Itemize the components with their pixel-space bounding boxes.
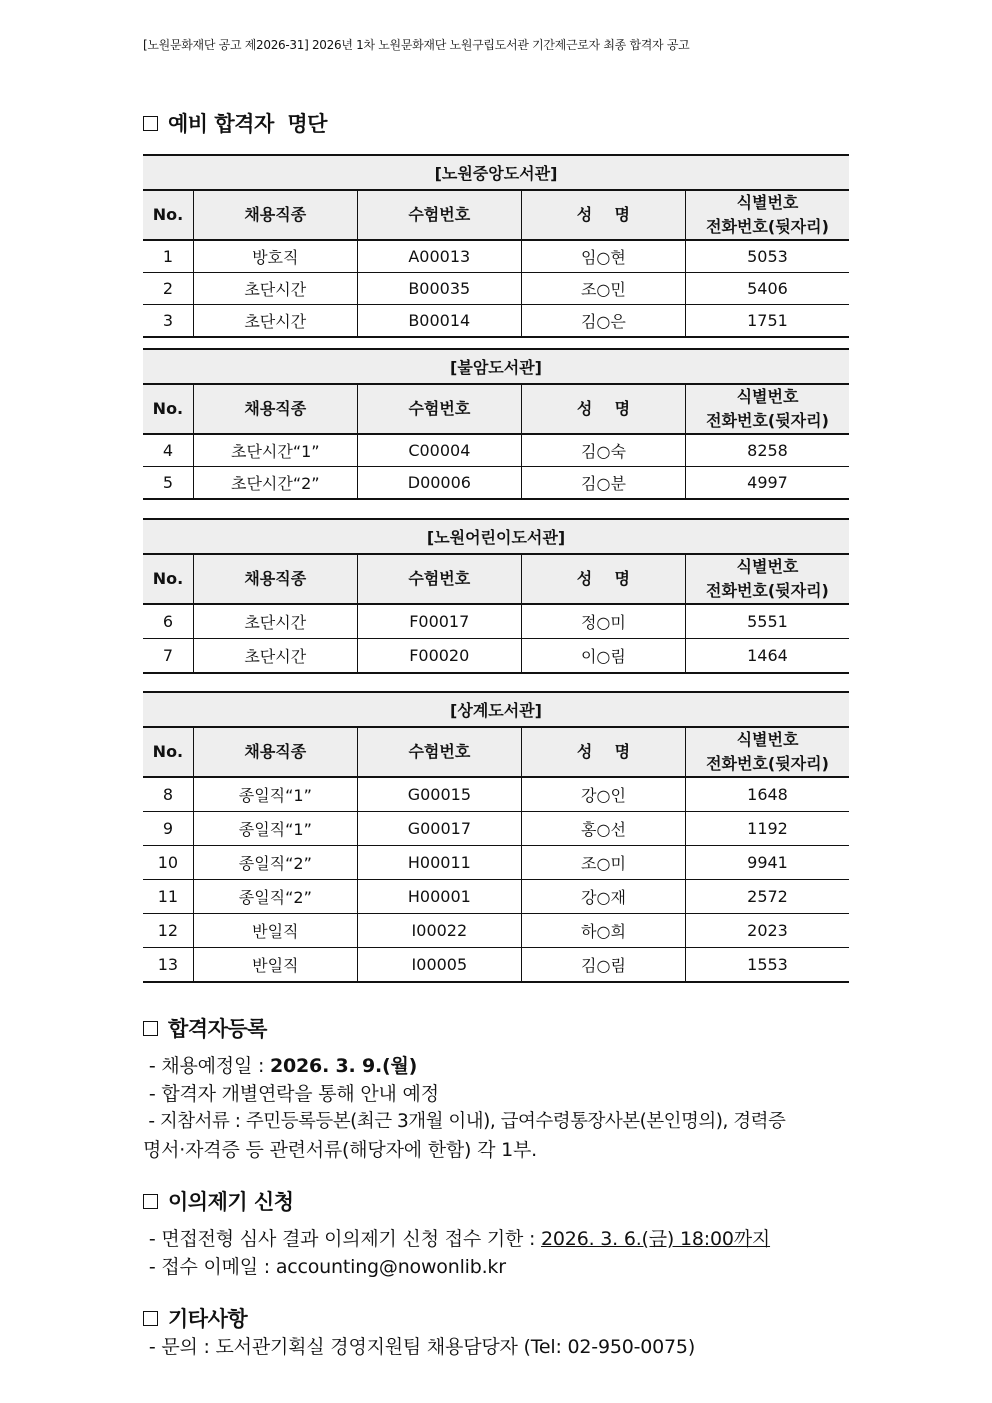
col-header-id (685, 190, 849, 240)
cell-job: 종일직“1” (193, 777, 357, 812)
cell-exam: G00015 (357, 777, 521, 812)
reserve-section-title (143, 108, 327, 138)
objection-body (143, 1225, 851, 1281)
cell-id: 1553 (686, 948, 850, 983)
cell-exam: H00001 (357, 880, 521, 914)
col-header-job: 채용직종 (193, 190, 357, 240)
table-row (143, 777, 849, 812)
cell-name: 강○재 (521, 880, 685, 914)
cell-name: 조○민 (521, 273, 685, 305)
col-header-no: No. (143, 384, 193, 434)
cell-name: 하○희 (521, 914, 685, 948)
cell-id: 8258 (686, 434, 850, 467)
col-header-name: 성 명 (521, 384, 685, 434)
table-buram (143, 348, 849, 500)
cell-job: 초단시간 (193, 305, 357, 338)
registration-date-line (143, 1052, 851, 1080)
col-header-id-line1: 식별번호 (736, 193, 799, 212)
cell-name: 김○분 (521, 467, 685, 500)
cell-exam: B00035 (357, 273, 521, 305)
cell-name: 강○인 (521, 777, 685, 812)
objection-title-text: 이의제기 신청 (168, 1190, 294, 1214)
col-header-exam: 수험번호 (357, 190, 521, 240)
table-row (143, 846, 849, 880)
cell-id: 5551 (685, 604, 849, 639)
col-header-name: 성 명 (521, 190, 685, 240)
cell-no: 8 (143, 777, 193, 812)
other-title-text: 기타사항 (168, 1307, 248, 1331)
checkbox-icon (143, 1194, 158, 1209)
table-row (143, 467, 849, 500)
cell-no: 2 (143, 273, 193, 305)
table-row (143, 812, 849, 846)
cell-no: 7 (143, 639, 193, 674)
cell-name: 임○현 (521, 240, 685, 273)
objection-email-line: - 접수 이메일 : accounting@nowonlib.kr (143, 1256, 506, 1278)
objection-deadline-line (143, 1225, 851, 1253)
table-caption: [불암도서관] (143, 349, 849, 384)
cell-exam: B00014 (357, 305, 521, 338)
cell-id: 1648 (686, 777, 850, 812)
registration-docs-line2: 명서·자격증 등 관련서류(해당자에 한함) 각 1부. (143, 1139, 537, 1161)
col-header-exam: 수험번호 (357, 554, 521, 604)
col-header-no: No. (143, 554, 193, 604)
cell-id: 1464 (685, 639, 849, 674)
cell-id: 5053 (685, 240, 849, 273)
col-header-id-line1: 식별번호 (736, 387, 799, 406)
reserve-title-text: 예비 합격자 명단 (168, 112, 327, 136)
col-header-job: 채용직종 (193, 727, 357, 777)
table-nowon-central (143, 154, 849, 338)
table-caption: [상계도서관] (143, 692, 849, 727)
col-header-id-line2: 전화번호(뒷자리) (706, 411, 829, 430)
table-row (143, 639, 849, 674)
cell-id: 1192 (686, 812, 850, 846)
table-row (143, 880, 849, 914)
cell-no: 1 (143, 240, 193, 273)
cell-job: 초단시간“2” (193, 467, 357, 500)
cell-job: 반일직 (193, 914, 357, 948)
other-inquiry-line: - 문의 : 도서관기획실 경영지원팀 채용담당자 (Tel: 02-950-0075) (143, 1336, 696, 1358)
cell-name: 김○숙 (521, 434, 685, 467)
cell-exam: F00020 (357, 639, 521, 674)
cell-no: 4 (143, 434, 193, 467)
cell-name: 홍○선 (521, 812, 685, 846)
cell-no: 3 (143, 305, 193, 338)
table-sanggye (143, 691, 849, 983)
table-nowon-children (143, 518, 849, 674)
checkbox-icon (143, 1311, 158, 1326)
objection-deadline-label: - 면접전형 심사 결과 이의제기 신청 접수 기한 : (143, 1228, 542, 1250)
col-header-no: No. (143, 727, 193, 777)
cell-no: 5 (143, 467, 193, 500)
cell-exam: H00011 (357, 846, 521, 880)
cell-job: 초단시간“1” (193, 434, 357, 467)
table-row (143, 273, 849, 305)
table-row (143, 240, 849, 273)
cell-exam: A00013 (357, 240, 521, 273)
cell-exam: D00006 (357, 467, 521, 500)
table-caption: [노원어린이도서관] (143, 519, 849, 554)
cell-job: 초단시간 (193, 273, 357, 305)
registration-date-label: - 채용예정일 : (143, 1055, 270, 1077)
registration-docs-line1: - 지참서류 : 주민등록등본(최근 3개월 이내), 급여수령통장사본(본인명의), 경력증 (143, 1111, 786, 1132)
cell-job: 초단시간 (193, 604, 357, 639)
cell-exam: F00017 (357, 604, 521, 639)
cell-job: 종일직“2” (193, 846, 357, 880)
checkbox-icon (143, 116, 158, 131)
registration-body (143, 1052, 851, 1164)
col-header-id-line2: 전화번호(뒷자리) (706, 217, 829, 236)
notice-header: [노원문화재단 공고 제2026-31] 2026년 1차 노원문화재단 노원구립도서관 기간제근로자 최종 합격자 공고 (143, 38, 690, 52)
cell-id: 4997 (686, 467, 850, 500)
cell-name: 이○림 (521, 639, 685, 674)
cell-exam: G00017 (357, 812, 521, 846)
cell-id: 2572 (686, 880, 850, 914)
objection-section-title (143, 1186, 294, 1216)
col-header-id-line2: 전화번호(뒷자리) (706, 754, 829, 773)
cell-exam: C00004 (357, 434, 521, 467)
cell-no: 9 (143, 812, 193, 846)
col-header-id (686, 727, 850, 777)
col-header-name: 성 명 (521, 554, 685, 604)
registration-title-text: 합격자등록 (168, 1017, 267, 1041)
col-header-exam: 수험번호 (357, 727, 521, 777)
other-body (143, 1333, 851, 1361)
cell-name: 김○은 (521, 305, 685, 338)
other-section-title (143, 1303, 247, 1333)
cell-job: 반일직 (193, 948, 357, 983)
table-row (143, 434, 849, 467)
cell-no: 10 (143, 846, 193, 880)
registration-date-value: 2026. 3. 9.(월) (270, 1055, 418, 1077)
cell-exam: I00022 (357, 914, 521, 948)
cell-id: 5406 (685, 273, 849, 305)
cell-no: 6 (143, 604, 193, 639)
col-header-id-line2: 전화번호(뒷자리) (706, 581, 829, 600)
cell-job: 종일직“1” (193, 812, 357, 846)
table-row (143, 914, 849, 948)
cell-id: 2023 (686, 914, 850, 948)
col-header-exam: 수험번호 (357, 384, 521, 434)
cell-no: 11 (143, 880, 193, 914)
col-header-no: No. (143, 190, 193, 240)
col-header-id-line1: 식별번호 (736, 557, 799, 576)
cell-exam: I00005 (357, 948, 521, 983)
cell-id: 9941 (686, 846, 850, 880)
table-row (143, 948, 849, 983)
cell-job: 종일직“2” (193, 880, 357, 914)
table-row (143, 305, 849, 338)
cell-name: 정○미 (521, 604, 685, 639)
cell-no: 13 (143, 948, 193, 983)
cell-name: 김○림 (521, 948, 685, 983)
col-header-name: 성 명 (521, 727, 685, 777)
cell-no: 12 (143, 914, 193, 948)
registration-section-title (143, 1013, 267, 1043)
col-header-id-line1: 식별번호 (736, 730, 799, 749)
table-row (143, 604, 849, 639)
cell-job: 초단시간 (193, 639, 357, 674)
table-caption: [노원중앙도서관] (143, 155, 849, 190)
cell-name: 조○미 (521, 846, 685, 880)
checkbox-icon (143, 1021, 158, 1036)
objection-deadline-value: 2026. 3. 6.(금) 18:00까지 (541, 1228, 771, 1250)
col-header-id (686, 384, 850, 434)
col-header-id (685, 554, 849, 604)
registration-contact-line: - 합격자 개별연락을 통해 안내 예정 (143, 1083, 439, 1105)
col-header-job: 채용직종 (193, 384, 357, 434)
cell-id: 1751 (685, 305, 849, 338)
cell-job: 방호직 (193, 240, 357, 273)
col-header-job: 채용직종 (193, 554, 357, 604)
